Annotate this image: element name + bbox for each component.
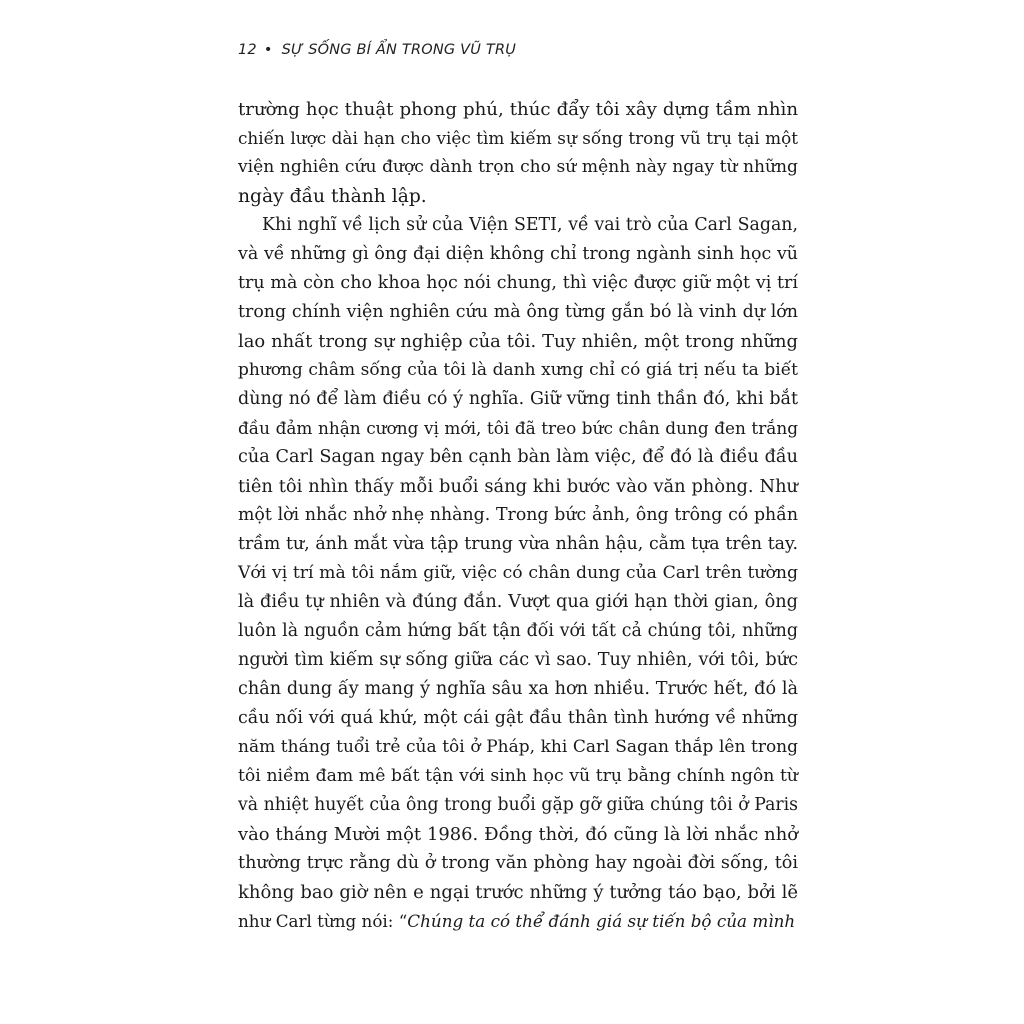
text-line: của Carl Sagan ngay bên cạnh bàn làm việc, để đó là điều đầu <box>238 447 798 467</box>
page-number: 12 <box>238 42 257 58</box>
text-line: dùng nó để làm điều có ý nghĩa. Giữ vững tinh thần đó, khi bắt <box>238 389 798 409</box>
running-head <box>238 42 516 58</box>
text-line: vào tháng Mười một 1986. Đồng thời, đó cũng là lời nhắc nhở <box>238 824 798 845</box>
text-line: và nhiệt huyết của ông trong buổi gặp gỡ giữa chúng tôi ở Paris <box>238 795 798 815</box>
text-line: luôn là nguồn cảm hứng bất tận đối với tất cả chúng tôi, những <box>238 621 798 641</box>
text-line: Khi nghĩ về lịch sử của Viện SETI, về vai trò của Carl Sagan, <box>262 215 798 235</box>
text-line: không bao giờ nên e ngại trước những ý tưởng táo bạo, bởi lẽ <box>238 882 798 903</box>
text-line: trường học thuật phong phú, thúc đẩy tôi xây dựng tầm nhìn <box>238 99 798 120</box>
text-line: phương châm sống của tôi là danh xưng chỉ có giá trị nếu ta biết <box>238 360 798 380</box>
text-line: thường trực rằng dù ở trong văn phòng hay ngoài đời sống, tôi <box>238 853 798 873</box>
text-line: người tìm kiếm sự sống giữa các vì sao. Tuy nhiên, với tôi, bức <box>238 650 798 670</box>
text-line: đầu đảm nhận cương vị mới, tôi đã treo bức chân dung đen trắng <box>238 418 798 438</box>
text-line: tiên tôi nhìn thấy mỗi buổi sáng khi bước vào văn phòng. Như <box>238 476 798 497</box>
text-line: viện nghiên cứu được dành trọn cho sứ mệnh này ngay từ những <box>238 157 798 177</box>
text-span-plain: như Carl từng nói: “ <box>238 911 408 931</box>
text-line-final <box>238 907 798 936</box>
text-line: một lời nhắc nhở nhẹ nhàng. Trong bức ảnh, ông trông có phần <box>238 505 798 525</box>
text-line: chân dung ấy mang ý nghĩa sâu xa hơn nhiều. Trước hết, đó là <box>238 679 798 699</box>
text-line: và về những gì ông đại diện không chỉ trong ngành sinh học vũ <box>238 244 798 264</box>
text-line: chiến lược dài hạn cho việc tìm kiếm sự sống trong vũ trụ tại một <box>238 128 798 148</box>
text-line: năm tháng tuổi trẻ của tôi ở Pháp, khi Carl Sagan thắp lên trong <box>238 737 798 757</box>
text-line: trầm tư, ánh mắt vừa tập trung vừa nhân hậu, cằm tựa trên tay. <box>238 534 798 554</box>
text-span-italic-quote: Chúng ta có thể đánh giá sự tiến bộ của mình <box>407 911 796 931</box>
text-line: Với vị trí mà tôi nắm giữ, việc có chân dung của Carl trên tường <box>238 563 798 583</box>
running-head-separator: • <box>263 42 273 58</box>
text-line: cầu nối với quá khứ, một cái gật đầu thân tình hướng về những <box>238 708 798 728</box>
body-text <box>238 95 798 936</box>
text-line: lao nhất trong sự nghiệp của tôi. Tuy nhiên, một trong những <box>238 331 798 352</box>
book-title: SỰ SỐNG BÍ ẨN TRONG VŨ TRỤ <box>281 42 517 58</box>
text-line: tôi niềm đam mê bất tận với sinh học vũ trụ bằng chính ngôn từ <box>238 766 798 786</box>
text-line: ngày đầu thành lập. <box>238 186 427 207</box>
text-line: là điều tự nhiên và đúng đắn. Vượt qua giới hạn thời gian, ông <box>238 592 798 612</box>
text-line: trụ mà còn cho khoa học nói chung, thì việc được giữ một vị trí <box>238 273 798 293</box>
text-line: trong chính viện nghiên cứu mà ông từng gắn bó là vinh dự lớn <box>238 302 798 322</box>
